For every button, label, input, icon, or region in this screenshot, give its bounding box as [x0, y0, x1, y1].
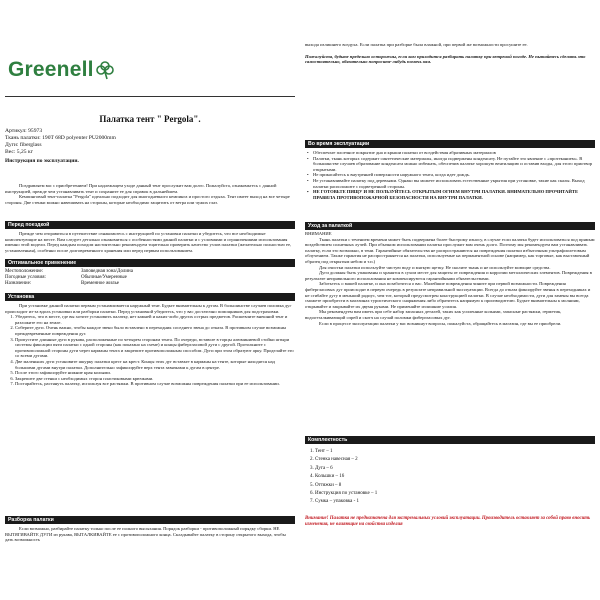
warning-wrap [305, 516, 595, 528]
care-paragraph: Для очистки палатки используйте чистую воду и мягкую щетку. Не сколите ткань и не используйте моющие средства. [319, 264, 551, 270]
care-attention: ВНИМАНИЕ [305, 231, 332, 236]
care-paragraph: Заботьтесь о вашей палатке, и она позаботится о вас. Малейшие повреждения чините при первой возможности. Повреждения фибергласовых дуг происходят в первую очередь в результате неправильной эксплуатации. Всегда до отказа фиксируйте звенья в переходниках и не сгибайте дугу в меньший радиус, чем тот, который предусмотрен конструкцией палатки. В случае необходимости, дуги для замены вы всегда сможете приобрести в магазинах туристического снаряжения либо обратитесь напрямую к производителю. Будьте внимательны к молниям, открывайте и закрывайте их двумя руками. Не применяйте излишние усилия. [305, 281, 591, 309]
operation-item: • Не устанавливайте палатку под деревьями. Однако вы можете использовать естественные укрытия при установке, такие как скалы. Выход палатки расположите с подветренной стороны. [313, 178, 595, 189]
before-trip-paragraph: Прежде чем отправиться в путешествие ознакомьтесь с инструкцией по установки палатки и убедитесь, что все необходимые комплектующие на месте. Вам следует детально ознакомиться с особенностями данной палатки и с условиями и ограничениями использования именно этой модели. Перед каждым походом настоятельно рекомендуем тщательно проверить качество узлов палатки (желательно полностью ее, установленная), особенно после долговременного хранения или перед первым использованием. [5, 231, 292, 253]
section-heading-care: Уход за палаткой [305, 222, 595, 230]
section-heading-usage: Оптимальное применение [5, 259, 295, 267]
brand-name: Greenell [8, 58, 94, 81]
right-column-top [305, 42, 595, 65]
intro-paragraph: Кемпинговый тент-палатка "Pergola" идеально подходит для многодневного кемпинга и простого отдыха. Тент имеет выход на все четыре стороны. Две стенки можно навешивать на стороны, которые необходимо защитить от ветра или чужих глаз. [5, 194, 290, 205]
spec-line: Дуги: fiberglass [5, 142, 42, 148]
before-trip-text [5, 231, 295, 253]
section-heading-disassembly: Разборка палатки [5, 516, 295, 524]
kit-item: 5. Оттяжки – 8 [315, 482, 595, 490]
install-step: 1. Убедитесь, что в месте, где вы хотите установить палатку, нет камней и каких-либо других острых предметов. Расшевлите внешний тент и разложите его на земле. [15, 314, 295, 325]
usage-key: Назначение: [5, 281, 32, 287]
install-step: 4. Две маленьких дуги установите шкурку палатки крест на крест. Концы этих дуг вставьте в карманы на тенте, которые находятся над большими дугами внутри палатки. Дополнительно зафиксируйте верх тента завязками к дугам в центре. [15, 359, 295, 370]
install-step: 6. Закрепите две стенки с необходимых сторон пластиковыми крючками. [15, 376, 295, 382]
usage-key: Местоположение: [5, 269, 44, 274]
kit-list-wrap [305, 448, 595, 507]
spec-line: Ткань палатки: 190T 68D polyenter PU2000mm [5, 135, 116, 141]
clover-icon [95, 60, 115, 80]
install-step: 3. Пропустите длинные дуги в рукава, расположенные по четырем сторонам тента. По очереди, вставьте в торцы алюминиевой стойки штыри системы фиксации пяти палатки с одной стороны (как показано на схеме) и концы фибергласовой дуги с другой. Протолкните с противоположной стороны дуги через карманы тента и закрепите противоположным способом. Дуги при этом образуют арку. Проделайте это со всеми дугами. [15, 337, 295, 359]
install-step: 5. После этого зафиксируйте нижние края кольями. [15, 370, 295, 376]
kit-item: 1. Тент – 1 [315, 448, 595, 456]
operation-item: • Палатки, ткань которых содержит синтетические материалы, иногда подвержены конденсату. Не путайте это явление с «протеканием». В большинстве случаев образование конденсата можно избежать, обеспечив палатке хорошую вентиляцию и оставив входы, для этого приотвор открытыми. [313, 156, 595, 173]
install-step: 2. Соберите дуги. Очень важно, чтобы каждое звено было вставлено в переходник соседнего звена до отказа. В противном случае возможны преждевременные повреждения дуг. [15, 325, 295, 336]
kit-item: 3. Дуга – 6 [315, 465, 595, 473]
spec-line: Вес: 5,25 кг [5, 149, 33, 155]
instruction-heading: Инструкция по эксплуатации. [5, 158, 79, 164]
disassembly-paragraph: Если возможно, разбирайте палатку только после ее полного высыхания. Порядок разборки - противоположный порядку сборки. НЕ ВЫТЯГИВАЙТЕ ДУГИ из рукава, ВЫТАЛКИВАЙТЕ ее с противоположного конца. Складывайте палатку в сторону открытого выхода, чтобы дать возможность [5, 526, 286, 543]
operation-list-wrap [305, 150, 595, 200]
care-paragraph: Мы рекомендуем вам иметь при себе набор запасных деталей, таких как усиленные кольями, запасные растяжки, герметик, водоотталкивающий спрей и скотч на случай поломки фибергласовых дуг. [305, 309, 562, 320]
kit-item: 6. Инструкция по установке – 1 [315, 490, 595, 498]
operation-item: • НЕ ГОТОВЬТЕ ПИЩУ И НЕ ПОЛЬЗУЙТЕСЬ ОТКРЫТЫМ ОГНЕМ ВНУТРИ ПАЛАТКИ. ВНИМАТЕЛЬНО ПРОЧИТАЙТЕ ПРАВИЛА ПРОТИВОПОЖАРНОЙ БЕЗОПАСНОСТИ НА ВНУТРИ ПАЛАТКИ. [313, 189, 595, 200]
usage-key: Погодные условия: [5, 275, 46, 281]
install-intro: При установке данной палатки первым устанавливается наружный тент. Будьте внимательны к дугам. В большинстве случаев поломка дуг происходит из-за вдоль установки или разборки палатки. Перед установкой убедитесь, что у вас достаточно помощников для подстраховки. [5, 303, 292, 314]
kit-item: 7. Сумка – упаковка - 1 [315, 498, 595, 506]
usage-value: Временное жилье [81, 281, 119, 287]
disassembly-text [5, 526, 295, 543]
install-step: 7. Постарайтесь, растянуть палатку, используя все растяжки. В противном случае возможны повреждения палатки при ее использовании. [15, 381, 295, 387]
intro-paragraph: Поздравляем вас с приобретением! При надлежащем уходе данный тент прослужит вам долго. Пожалуйста, ознакомьтесь с данной инструкцией, прежде чем устанавливать тент и сохраните ее для справок в дальнейшем. [5, 183, 277, 194]
usage-row [5, 281, 295, 287]
care-text [305, 231, 595, 326]
product-specs [5, 128, 116, 156]
brand-logo [8, 58, 115, 82]
usage-value: Обычные/Умеренные [81, 275, 127, 281]
operation-list [305, 150, 595, 200]
care-paragraph: Ткань палатки с течением времени может быть подвержена более быстрому износу, в случае если палатка будет использоваться под прямым воздействием солнечных лучей. При обычном использовании палатка прослужит вам очень долго. Поэтому мы рекомендуем вам устанавливать палатку, если это возможно, в тени. Гарантийные обязательства не распространяются на повреждения палатки избыточным ультрафиолетовым облучением. Также гарантия не распространяется на палатки, используемые на перманентной основе (например, как торговые, как выставочный образец под открытым небом и т.п.) [305, 236, 595, 264]
page-title: Палатка тент " Pergola". [99, 114, 201, 124]
usage-value: Заповедная зона/Долина [81, 269, 133, 274]
kit-item: 2. Стенка навесная – 2 [315, 456, 595, 464]
care-paragraph: Дуги должны быть упакованы и хранятся в сухом месте для защиты от повреждения и коррозии металлических элементов. Повреждения в результате неправильного использования не компенсируются гарантийными обязательствами. [305, 270, 592, 281]
kit-list [305, 448, 595, 507]
install-steps [5, 314, 295, 387]
caution-text: Пожалуйста, будьте предельно осторожны, если вам приходится разбирать палатку при ветреной погоде. Не пытайтесь сделать это самостоятельно, обязательно попросите-либудь помочь вам. [305, 53, 586, 65]
spec-line: Артикул: 95973 [5, 128, 43, 134]
care-paragraph: Если в процессе эксплуатации палатки у вас возникнут вопросы, пожалуйста, обращайтесь в магазин, где вы ее приобрели. [319, 320, 562, 326]
section-heading-install: Установка [5, 293, 295, 301]
install-text [5, 303, 295, 387]
section-heading-before-trip: Перед поездкой [5, 221, 295, 229]
disassembly-continued: выхода излишнего воздуха. Если палатка при разборке была влажной, при первой же возможности просушите ее. [305, 42, 528, 47]
header-divider [5, 96, 295, 97]
section-heading-kit: Комплектность [305, 436, 595, 444]
operation-item: • Не прикасайтесь к внутренней поверхности наружного тента, когда идет дождь. [313, 172, 595, 178]
warning-text: Внимание! Палатка не предназначена для экстремальных условий эксплуатации. Производитель оставляет за собой право вносить изменения, не влияющие на свойства изделия [305, 516, 591, 527]
usage-table [5, 269, 295, 288]
operation-item: • Обеспечьте плоечное покрытие дна и крыши палатки от воздействия абразивных материалов [313, 150, 595, 156]
intro-text [5, 183, 295, 205]
kit-item: 4. Кольшки – 16 [315, 473, 595, 481]
section-heading-operation: Во время эксплуатации [305, 140, 595, 148]
